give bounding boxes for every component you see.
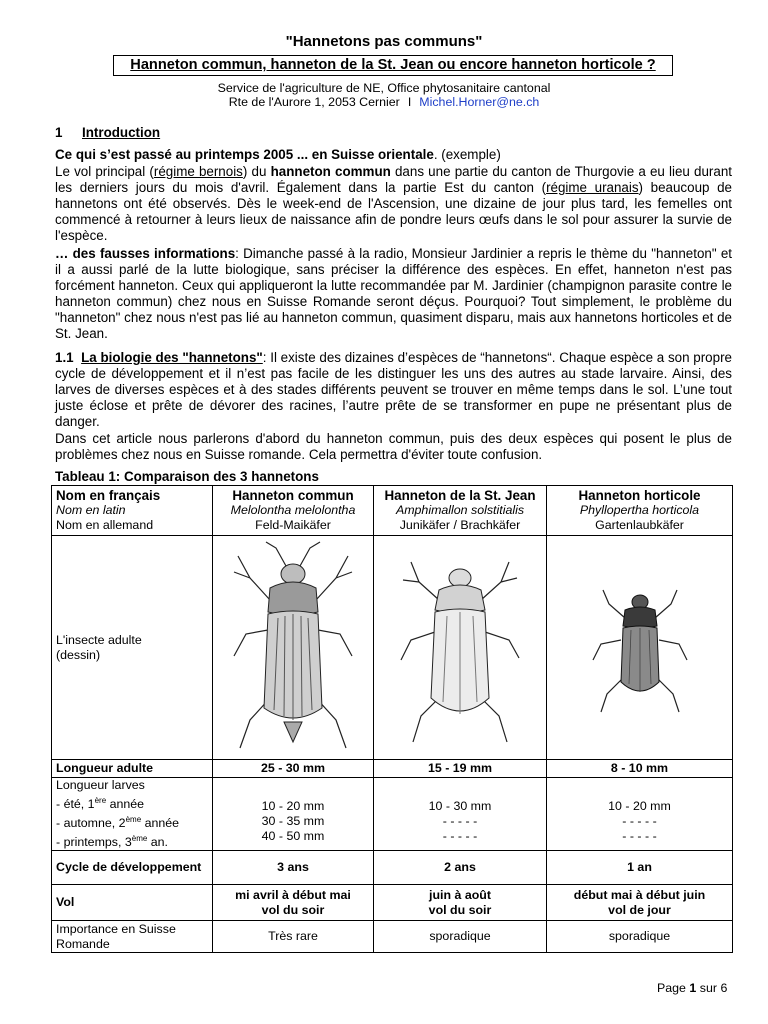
name-de: Gartenlaubkäfer xyxy=(595,518,684,532)
label-importance: Importance en Suisse Romande xyxy=(52,921,213,953)
subsection-label: La biologie des "hannetons" xyxy=(81,350,263,365)
footer-page-number: 1 xyxy=(689,981,697,995)
larvae-st-jean xyxy=(374,778,547,851)
label-nom-fr: Nom en français xyxy=(56,488,161,503)
text-run: - printemps, 3 xyxy=(56,835,132,850)
service-line: Service de l'agriculture de NE, Office phytosanitaire cantonal xyxy=(217,81,551,95)
larvae-summer: 10 - 20 mm xyxy=(608,799,671,814)
cycle-horticole: 1 an xyxy=(547,851,733,885)
text-run: : Il existe des dizaines d’espèces de “hannetons“. Chaque espèce a son propre cycle de développement et il n’est pas facile de les distinguer les uns des autres au stade larvaire. Ainsi, des larves de diverses espèces et à des stades différents peuvent se trouver en même temps dans le sol. L’une tout juste éclose et prête de dévorer des racines, l’autre prête de se transformer en pupe ne présentant plus de danger. xyxy=(55,350,732,429)
section-number: 1 xyxy=(55,125,63,140)
section-label: Introduction xyxy=(82,125,161,140)
regime-bernois: régime bernois xyxy=(153,164,243,179)
name-latin: Amphimallon solstitialis xyxy=(395,503,525,517)
flight-period: juin à août xyxy=(429,887,491,902)
footer-page-total: 6 xyxy=(720,981,728,995)
superscript: ème xyxy=(131,834,148,844)
label-nom-latin: Nom en latin xyxy=(56,503,126,517)
table-row-drawings xyxy=(52,536,733,760)
table-caption: Tableau 1: Comparaison des 3 hannetons xyxy=(55,469,319,484)
biology-paragraph-2: Dans cet article nous parlerons d'abord du hanneton commun, puis des deux espèces qui posent le plus de problèmes chez nous en Suisse romande. Cela permettra d'éviter toute confusion. xyxy=(55,431,732,462)
label-autumn xyxy=(56,812,208,831)
name-fr: Hanneton horticole xyxy=(578,488,701,503)
table-row-length xyxy=(52,760,733,778)
table-row-flight xyxy=(52,885,733,921)
superscript: ère xyxy=(94,796,107,805)
table-row-larvae xyxy=(52,778,733,851)
label-length: Longueur adulte xyxy=(52,760,213,778)
label-larvae: Longueur larves xyxy=(56,778,145,792)
length-st-jean: 15 - 19 mm xyxy=(374,760,547,778)
page-footer xyxy=(657,981,727,995)
label-drawing: (dessin) xyxy=(56,647,101,662)
section-heading-1 xyxy=(55,125,160,140)
biology-paragraph-1 xyxy=(55,350,732,430)
address: Rte de l'Aurore 1, 2053 Cernier xyxy=(228,95,400,109)
label-adult: L'insecte adulte xyxy=(56,632,142,647)
larvae-summer: 10 - 20 mm xyxy=(261,799,325,814)
false-info-bold: … des fausses informations xyxy=(55,246,236,261)
flight-period: début mai à début juin xyxy=(573,887,706,902)
text-run: - automne, 2 xyxy=(56,816,126,831)
larvae-spring: 40 - 50 mm xyxy=(261,829,325,844)
text-run: : Dimanche passé à la radio, Monsieur Jardinier a repris le thème du "hanneton" et il a aussi parlé de la lutte biologique, sans préciser la différence des espèces. En effet, hanneton n'est pas forcément hanneton. Ceux qui appliqueront la lutte recommandée par M. Jardinier (champignon parasite contre le hanneton commun) chez nous en Suisse Romande seront déçus. Pourquoi? Tout simplement, le problème du "hanneton" chez nous n'est pas lié au hanneton commun, quasiment disparu, mais aux hannetons horticoles et de St. Jean. xyxy=(55,246,733,341)
superscript: ème xyxy=(125,815,142,825)
footer-of-word: sur xyxy=(699,981,717,995)
flight-st-jean xyxy=(374,885,547,921)
doc-title: "Hannetons pas communs" xyxy=(285,33,483,50)
larvae-summer: 10 - 30 mm xyxy=(428,799,492,814)
larvae-commun xyxy=(213,778,374,851)
text-run: Le vol principal ( xyxy=(55,164,154,179)
text-run: ) du xyxy=(242,164,271,179)
flight-time: vol de jour xyxy=(608,902,671,917)
drawing-cell-st-jean xyxy=(374,536,547,760)
beetle-amphimallon-drawing xyxy=(395,548,525,748)
larvae-labels-cell xyxy=(52,778,213,851)
table-row-cycle xyxy=(52,851,733,885)
footer-page-word: Page xyxy=(657,981,686,995)
intro-paragraph-1 xyxy=(55,164,732,244)
intro-paragraph-2 xyxy=(55,246,732,342)
hanneton-commun-bold: hanneton commun xyxy=(270,164,391,179)
email-link[interactable]: Michel.Horner@ne.ch xyxy=(419,95,540,109)
larvae-autumn: - - - - - xyxy=(442,814,478,829)
flight-commun xyxy=(213,885,374,921)
name-de: Junikäfer / Brachkäfer xyxy=(399,518,521,532)
address-separator: I xyxy=(407,95,412,109)
label-nom-de: Nom en allemand xyxy=(56,518,154,532)
name-de: Feld-Maikäfer xyxy=(255,518,331,532)
comparison-table xyxy=(51,485,733,953)
label-spring xyxy=(56,831,208,850)
importance-horticole: sporadique xyxy=(547,921,733,953)
larvae-spring: - - - - - xyxy=(442,829,478,844)
name-labels-cell xyxy=(52,486,213,536)
name-latin: Melolontha melolontha xyxy=(230,503,356,517)
names-horticole xyxy=(547,486,733,536)
table-row-importance xyxy=(52,921,733,953)
name-latin: Phyllopertha horticola xyxy=(579,503,700,517)
text-run: année xyxy=(141,816,180,831)
intro-heading-rest: . (exemple) xyxy=(433,147,501,162)
intro-heading-bold: Ce qui s’est passé au printemps 2005 ... en Suisse orientale xyxy=(55,147,434,162)
flight-time: vol du soir xyxy=(261,902,325,917)
text-run: an. xyxy=(147,835,168,850)
drawing-cell-commun xyxy=(213,536,374,760)
length-horticole: 8 - 10 mm xyxy=(547,760,733,778)
subsection-number: 1.1 xyxy=(55,350,74,365)
drawing-cell-horticole xyxy=(547,536,733,760)
larvae-spring: - - - - - xyxy=(622,829,657,844)
importance-st-jean: sporadique xyxy=(374,921,547,953)
larvae-autumn: - - - - - xyxy=(622,814,657,829)
table-row-names xyxy=(52,486,733,536)
names-st-jean xyxy=(374,486,547,536)
label-cycle: Cycle de développement xyxy=(52,851,213,885)
doc-subtitle: Hanneton commun, hanneton de la St. Jean ou encore hanneton horticole ? xyxy=(130,57,656,73)
text-run: dans une partie du canton de Thurgovie a eu lieu durant les derniers jours du mois d'avril. Également dans la partie Est du canton ( xyxy=(55,164,732,195)
text-run: année xyxy=(106,797,145,812)
beetle-phyllopertha-drawing xyxy=(585,578,695,718)
name-fr: Hanneton de la St. Jean xyxy=(384,488,536,503)
names-commun xyxy=(213,486,374,536)
drawing-label-cell xyxy=(52,536,213,760)
text-run: - été, 1 xyxy=(56,797,95,812)
cycle-st-jean: 2 ans xyxy=(374,851,547,885)
flight-horticole xyxy=(547,885,733,921)
importance-commun: Très rare xyxy=(213,921,374,953)
regime-uranais: régime uranais xyxy=(546,180,639,195)
larvae-horticole xyxy=(547,778,733,851)
cycle-commun: 3 ans xyxy=(213,851,374,885)
flight-period: mi avril à début mai xyxy=(235,887,351,902)
label-flight: Vol xyxy=(52,885,213,921)
length-commun: 25 - 30 mm xyxy=(213,760,374,778)
intro-heading xyxy=(55,147,732,163)
doc-subtitle-box xyxy=(113,55,673,76)
text-run: ) beaucoup de hannetons ont été observés. Dès le week-end de l'Ascension, une dizaine de jour plus tard, les femelles ont commencé à retourner à leurs lieux de naissance afin de pondre leurs œufs dans le sol pour assurer la survie de l'espèce. xyxy=(55,180,732,243)
larvae-autumn: 30 - 35 mm xyxy=(261,814,325,829)
label-summer xyxy=(56,793,208,812)
name-fr: Hanneton commun xyxy=(232,488,354,503)
flight-time: vol du soir xyxy=(428,902,492,917)
beetle-melolontha-drawing xyxy=(228,538,358,758)
address-line xyxy=(0,95,768,109)
